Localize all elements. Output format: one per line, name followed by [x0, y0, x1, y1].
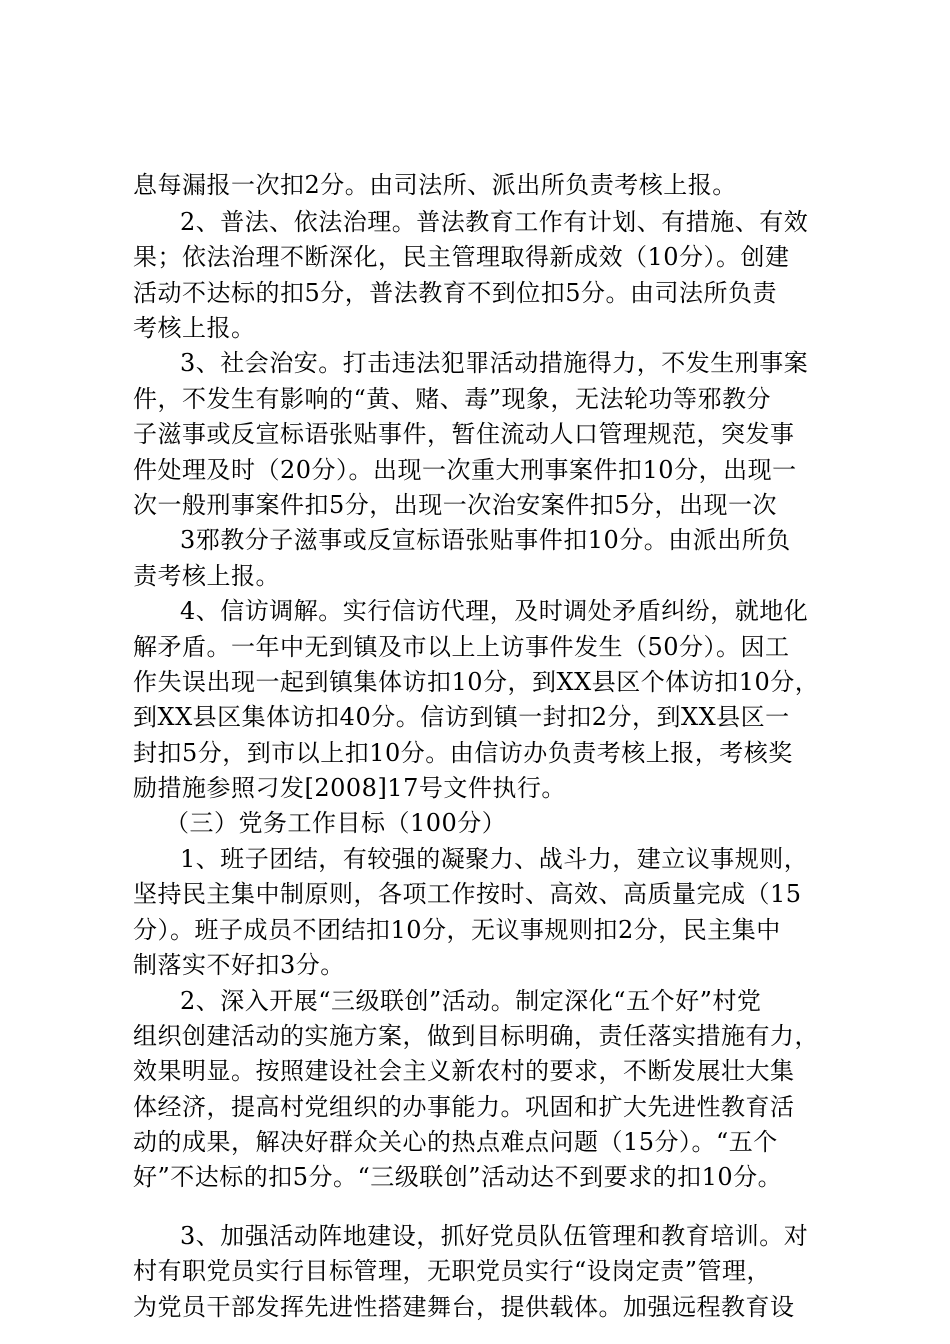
text-line: 3、加强活动阵地建设，抓好党员队伍管理和教育培训。对	[180, 1222, 809, 1250]
text-line: 分）。班子成员不团结扣10分，无议事规则扣2分，民主集中	[133, 916, 781, 944]
text-line: 坚持民主集中制原则，各项工作按时、高效、高质量完成（15	[133, 880, 802, 908]
text-line: 动的成果，解决好群众关心的热点难点问题（15分）。“五个	[133, 1128, 778, 1156]
text-line: 好”不达标的扣5分。“三级联创”活动达不到要求的扣10分。	[133, 1163, 783, 1191]
text-line: 为党员干部发挥先进性搭建舞台，提供载体。加强远程教育设	[133, 1293, 795, 1321]
text-line: 组织创建活动的实施方案，做到目标明确，责任落实措施有力，	[133, 1022, 819, 1050]
text-line: 件处理及时（20分）。出现一次重大刑事案件扣10分，出现一	[133, 456, 797, 484]
text-line: 制落实不好扣3分。	[133, 951, 345, 979]
section-heading: （三）党务工作目标（100分）	[165, 809, 507, 837]
text-line: 1、班子团结，有较强的凝聚力、战斗力，建立议事规则，	[180, 845, 809, 873]
text-line: 励措施参照刁发[2008]17号文件执行。	[133, 774, 566, 802]
text-line: 3、社会治安。打击违法犯罪活动措施得力，不发生刑事案	[180, 349, 809, 377]
text-line: 4、信访调解。实行信访代理，及时调处矛盾纠纷，就地化	[180, 597, 809, 625]
text-line: 村有职党员实行目标管理，无职党员实行“设岗定责”管理，	[133, 1257, 772, 1285]
text-line: 子滋事或反宣标语张贴事件，暂住流动人口管理规范，突发事	[133, 420, 795, 448]
text-line: 次一般刑事案件扣5分，出现一次治安案件扣5分，出现一次	[133, 491, 778, 519]
text-line: 2、普法、依法治理。普法教育工作有计划、有措施、有效	[180, 208, 809, 236]
text-line: 封扣5分，到市以上扣10分。由信访办负责考核上报，考核奖	[133, 739, 793, 767]
text-line: 解矛盾。一年中无到镇及市以上上访事件发生（50分）。因工	[133, 633, 790, 661]
text-line: 责考核上报。	[133, 562, 280, 590]
text-line: 作失误出现一起到镇集体访扣10分，到XX县区个体访扣10分，	[133, 668, 820, 696]
text-line: 体经济，提高村党组织的办事能力。巩固和扩大先进性教育活	[133, 1093, 795, 1121]
text-line: 2、深入开展“三级联创”活动。制定深化“五个好”村党	[180, 987, 762, 1015]
text-line: 3邪教分子滋事或反宣标语张贴事件扣10分。由派出所负	[180, 526, 791, 554]
text-line: 件，不发生有影响的“黄、赌、毒”现象，无法轮功等邪教分	[133, 385, 772, 413]
text-line: 效果明显。按照建设社会主义新农村的要求，不断发展壮大集	[133, 1057, 795, 1085]
text-line: 活动不达标的扣5分，普法教育不到位扣5分。由司法所负责	[133, 279, 778, 307]
text-line: 果；依法治理不断深化，民主管理取得新成效（10分）。创建	[133, 243, 790, 271]
text-line: 考核上报。	[133, 314, 256, 342]
text-line: 息每漏报一次扣2分。由司法所、派出所负责考核上报。	[133, 171, 737, 199]
text-line: 到XX县区集体访扣40分。信访到镇一封扣2分，到XX县区一	[133, 703, 790, 731]
